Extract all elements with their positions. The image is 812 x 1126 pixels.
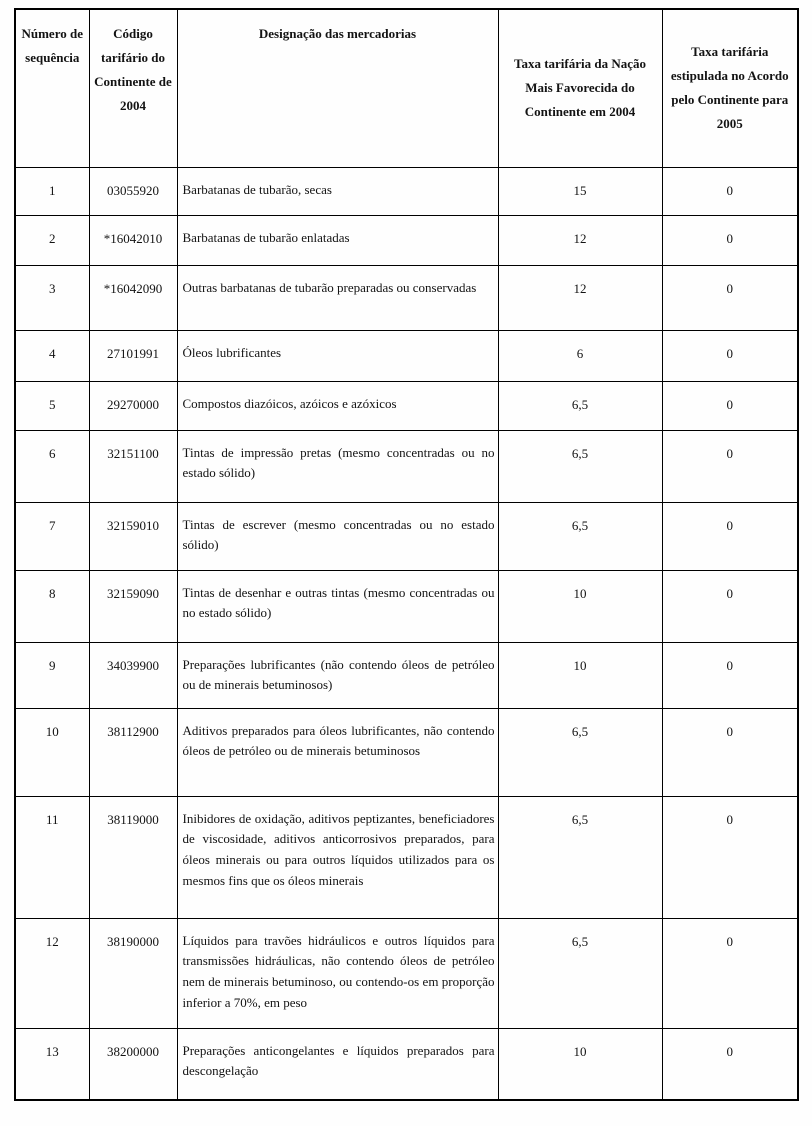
mfn-rate-cell: 6,5 (498, 708, 662, 796)
description-cell: Preparações lubrificantes (não contendo óleos de petróleo ou de minerais betuminosos) (177, 642, 498, 708)
table-row (15, 381, 798, 430)
code-cell: 32151100 (89, 430, 177, 502)
code-cell: *16042010 (89, 215, 177, 265)
table-row (15, 167, 798, 215)
header-mfn-rate: Taxa tarifária da Nação Mais Favorecida do Continente em 2004 (498, 9, 662, 167)
mfn-rate-cell: 6,5 (498, 381, 662, 430)
table-row (15, 570, 798, 642)
description-cell: Óleos lubrificantes (177, 330, 498, 381)
code-cell: 32159010 (89, 502, 177, 570)
description-cell: Barbatanas de tubarão enlatadas (177, 215, 498, 265)
seq-cell: 10 (15, 708, 89, 796)
agreed-rate-cell: 0 (662, 502, 798, 570)
table-row (15, 918, 798, 1028)
code-cell: 38190000 (89, 918, 177, 1028)
table-header-row (15, 9, 798, 167)
description-cell: Preparações anticongelantes e líquidos preparados para descongelação (177, 1028, 498, 1100)
code-cell: 34039900 (89, 642, 177, 708)
description-cell: Outras barbatanas de tubarão preparadas ou conservadas (177, 265, 498, 330)
agreed-rate-cell: 0 (662, 167, 798, 215)
code-cell: 32159090 (89, 570, 177, 642)
table-row (15, 1028, 798, 1100)
header-goods-designation: Designação das mercadorias (177, 9, 498, 167)
table-row (15, 796, 798, 918)
code-cell: 27101991 (89, 330, 177, 381)
seq-cell: 4 (15, 330, 89, 381)
table-row (15, 502, 798, 570)
table-row (15, 642, 798, 708)
agreed-rate-cell: 0 (662, 430, 798, 502)
agreed-rate-cell: 0 (662, 570, 798, 642)
mfn-rate-cell: 6,5 (498, 502, 662, 570)
agreed-rate-cell: 0 (662, 918, 798, 1028)
seq-cell: 8 (15, 570, 89, 642)
code-cell: 29270000 (89, 381, 177, 430)
mfn-rate-cell: 6,5 (498, 918, 662, 1028)
seq-cell: 11 (15, 796, 89, 918)
seq-cell: 6 (15, 430, 89, 502)
seq-cell: 3 (15, 265, 89, 330)
seq-cell: 7 (15, 502, 89, 570)
mfn-rate-cell: 6 (498, 330, 662, 381)
agreed-rate-cell: 0 (662, 708, 798, 796)
seq-cell: 1 (15, 167, 89, 215)
code-cell: 38119000 (89, 796, 177, 918)
mfn-rate-cell: 15 (498, 167, 662, 215)
description-cell: Barbatanas de tubarão, secas (177, 167, 498, 215)
agreed-rate-cell: 0 (662, 642, 798, 708)
table-row (15, 265, 798, 330)
seq-cell: 12 (15, 918, 89, 1028)
mfn-rate-cell: 6,5 (498, 796, 662, 918)
mfn-rate-cell: 6,5 (498, 430, 662, 502)
tariff-table (14, 8, 799, 1101)
header-agreed-rate: Taxa tarifária estipulada no Acordo pelo Continente para 2005 (662, 9, 798, 167)
header-sequence-number: Número de sequência (15, 9, 89, 167)
seq-cell: 13 (15, 1028, 89, 1100)
agreed-rate-cell: 0 (662, 381, 798, 430)
agreed-rate-cell: 0 (662, 796, 798, 918)
mfn-rate-cell: 10 (498, 642, 662, 708)
table-row (15, 215, 798, 265)
code-cell: 03055920 (89, 167, 177, 215)
code-cell: 38200000 (89, 1028, 177, 1100)
mfn-rate-cell: 10 (498, 1028, 662, 1100)
agreed-rate-cell: 0 (662, 330, 798, 381)
code-cell: 38112900 (89, 708, 177, 796)
description-cell: Tintas de desenhar e outras tintas (mesmo concentradas ou no estado sólido) (177, 570, 498, 642)
header-tariff-code: Código tarifário do Continente de 2004 (89, 9, 177, 167)
description-cell: Compostos diazóicos, azóicos e azóxicos (177, 381, 498, 430)
mfn-rate-cell: 12 (498, 265, 662, 330)
code-cell: *16042090 (89, 265, 177, 330)
table-row (15, 330, 798, 381)
description-cell: Líquidos para travões hidráulicos e outros líquidos para transmissões hidráulicas, não contendo óleos de petróleo nem de minerais betuminoso, ou contendo-os em proporção inferior a 70%, em peso (177, 918, 498, 1028)
table-row (15, 708, 798, 796)
agreed-rate-cell: 0 (662, 265, 798, 330)
seq-cell: 5 (15, 381, 89, 430)
mfn-rate-cell: 10 (498, 570, 662, 642)
agreed-rate-cell: 0 (662, 215, 798, 265)
description-cell: Tintas de escrever (mesmo concentradas ou no estado sólido) (177, 502, 498, 570)
description-cell: Inibidores de oxidação, aditivos peptizantes, beneficiadores de viscosidade, aditivos anticorrosivos preparados, para óleos minerais ou para outros líquidos utilizados para os mesmos fins que os óleos minerais (177, 796, 498, 918)
agreed-rate-cell: 0 (662, 1028, 798, 1100)
mfn-rate-cell: 12 (498, 215, 662, 265)
description-cell: Tintas de impressão pretas (mesmo concentradas ou no estado sólido) (177, 430, 498, 502)
description-cell: Aditivos preparados para óleos lubrificantes, não contendo óleos de petróleo ou de minerais betuminosos (177, 708, 498, 796)
seq-cell: 2 (15, 215, 89, 265)
seq-cell: 9 (15, 642, 89, 708)
table-row (15, 430, 798, 502)
